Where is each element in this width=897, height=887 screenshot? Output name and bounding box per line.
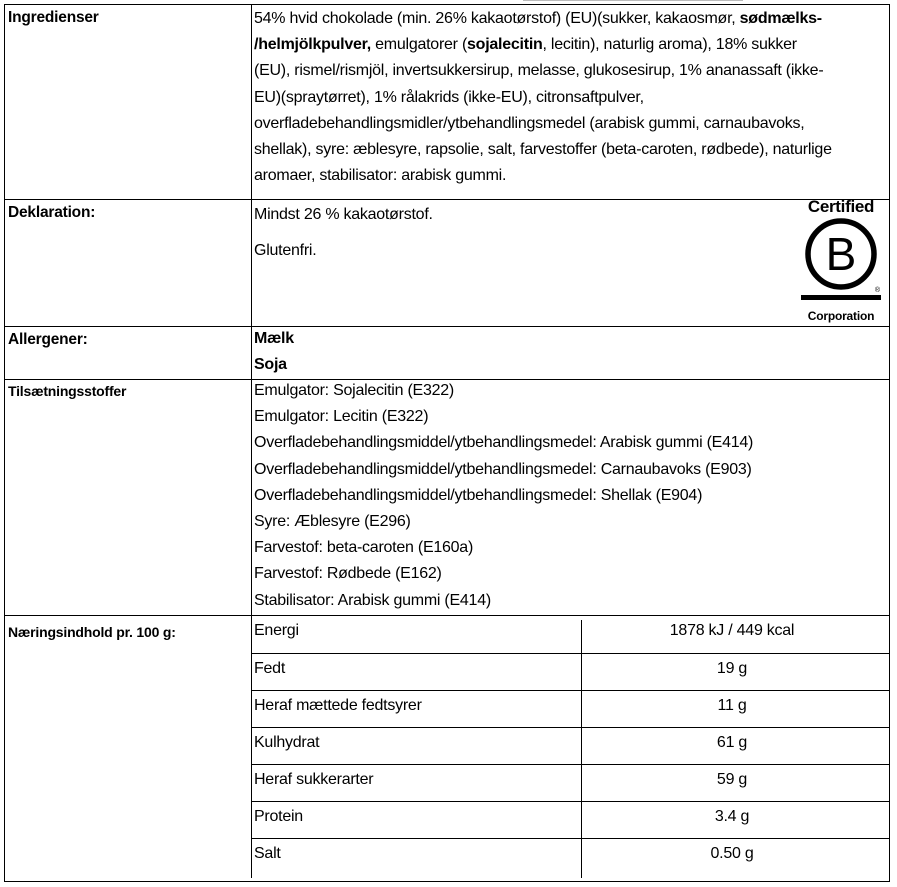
allergen-item: Soja xyxy=(254,356,287,374)
additive-item: Overfladebehandlingsmiddel/ytbehandlingsmedel: Arabisk gummi (E414) xyxy=(254,434,754,452)
bcorp-bottom-text: Corporation xyxy=(807,309,875,323)
declaration-line: Glutenfri. xyxy=(254,242,317,260)
ingredients-line xyxy=(254,58,874,84)
column-divider xyxy=(251,5,252,878)
nutrition-value: 19 g xyxy=(716,660,748,677)
nutrition-name: Kulhydrat xyxy=(254,734,320,751)
additive-item: Farvestof: beta-caroten (E160a) xyxy=(254,539,474,557)
bcorp-top-text: Certified xyxy=(807,197,875,216)
ingredient-segment: , lecitin), naturlig aroma), 18% sukker xyxy=(542,36,797,54)
nutrition-name: Heraf mættede fedtsyrer xyxy=(254,697,422,714)
additives-label: Tilsætningsstoffer xyxy=(8,383,127,399)
declaration-text xyxy=(254,202,874,264)
ingredient-segment: (EU), rismel/rismjöl, invertsukkersirup, melasse, glukosesirup, 1% ananassaft (ikke- xyxy=(254,62,824,80)
nutrition-row-divider xyxy=(251,690,889,691)
ingredients-line xyxy=(254,6,874,32)
allergen-item: Mælk xyxy=(254,330,294,347)
additive-item: Emulgator: Lecitin (E322) xyxy=(254,408,429,426)
ingredient-bold-segment: sojalecitin xyxy=(467,36,543,54)
declaration-line: Mindst 26 % kakaotørstof. xyxy=(254,206,433,223)
ingredient-segment: 54% hvid chokolade (min. 26% kakaotørstof) (EU)(sukker, kakaosmør, xyxy=(254,10,740,27)
nutrition-name: Fedt xyxy=(254,660,286,677)
additive-item: Syre: Æblesyre (E296) xyxy=(254,513,411,531)
nutrition-value: 1878 kJ / 449 kcal xyxy=(669,622,795,639)
nutrition-value: 0.50 g xyxy=(710,845,754,862)
nutrition-label: Næringsindhold pr. 100 g: xyxy=(8,624,176,640)
nutrition-row-divider xyxy=(251,838,889,839)
additive-item: Farvestof: Rødbede (E162) xyxy=(254,565,442,583)
registered-mark: ® xyxy=(874,287,880,294)
ingredient-segment: EU)(spraytørret), 1% rålakrids (ikke-EU), citronsaftpulver, xyxy=(254,88,644,106)
ingredient-segment: emulgatorer ( xyxy=(370,36,468,54)
ingredient-segment: overfladebehandlingsmidler/ytbehandlingsmedel (arabisk gummi, carnaubavoks, xyxy=(254,114,805,132)
declaration-label: Deklaration: xyxy=(8,204,96,221)
nutrition-row-divider xyxy=(251,764,889,765)
nutrition-value: 3.4 g xyxy=(714,808,750,825)
ingredients-line xyxy=(254,111,874,137)
row-divider xyxy=(5,615,889,616)
bcorp-letter: B xyxy=(825,228,857,280)
ingredient-bold-segment: /helmjölkpulver, xyxy=(254,36,371,54)
additive-item: Overfladebehandlingsmiddel/ytbehandlingsmedel: Carnaubavoks (E903) xyxy=(254,460,752,478)
ingredients-line xyxy=(254,137,874,163)
allergens-label: Allergener: xyxy=(8,331,88,348)
additive-item: Stabilisator: Arabisk gummi (E414) xyxy=(254,591,491,609)
ingredient-bold-segment: sødmælks- xyxy=(739,10,822,27)
additive-item: Overfladebehandlingsmiddel/ytbehandlingsmedel: Shellak (E904) xyxy=(254,486,703,504)
additives-list xyxy=(254,378,874,614)
nutrition-value: 59 g xyxy=(716,771,748,788)
ingredients-line xyxy=(254,163,874,189)
b-corp-certified-logo xyxy=(797,197,885,325)
nutrition-name: Energi xyxy=(254,622,299,639)
nutrition-value: 61 g xyxy=(716,734,748,751)
ingredients-label: Ingredienser xyxy=(8,9,99,26)
allergens-list xyxy=(254,326,874,378)
ingredients-text xyxy=(254,6,874,189)
nutrition-row-divider xyxy=(251,727,889,728)
ingredients-line xyxy=(254,85,874,111)
nutrition-row-divider xyxy=(251,653,889,654)
ingredient-segment: aromaer, stabilisator: arabisk gummi. xyxy=(254,167,507,185)
additive-item: Emulgator: Sojalecitin (E322) xyxy=(254,382,454,399)
ingredients-line xyxy=(254,32,874,58)
ingredient-segment: shellak), syre: æblesyre, rapsolie, salt, farvestoffer (beta-caroten, rødbede), naturlige xyxy=(254,141,832,159)
nutrition-name: Salt xyxy=(254,845,281,862)
row-divider xyxy=(5,199,889,200)
b-corp-mark-icon xyxy=(799,217,883,303)
nutrition-row-divider xyxy=(251,801,889,802)
nutrition-name: Protein xyxy=(254,808,303,825)
nutrition-value: 11 g xyxy=(717,697,747,714)
nutrition-name: Heraf sukkerarter xyxy=(254,771,374,788)
